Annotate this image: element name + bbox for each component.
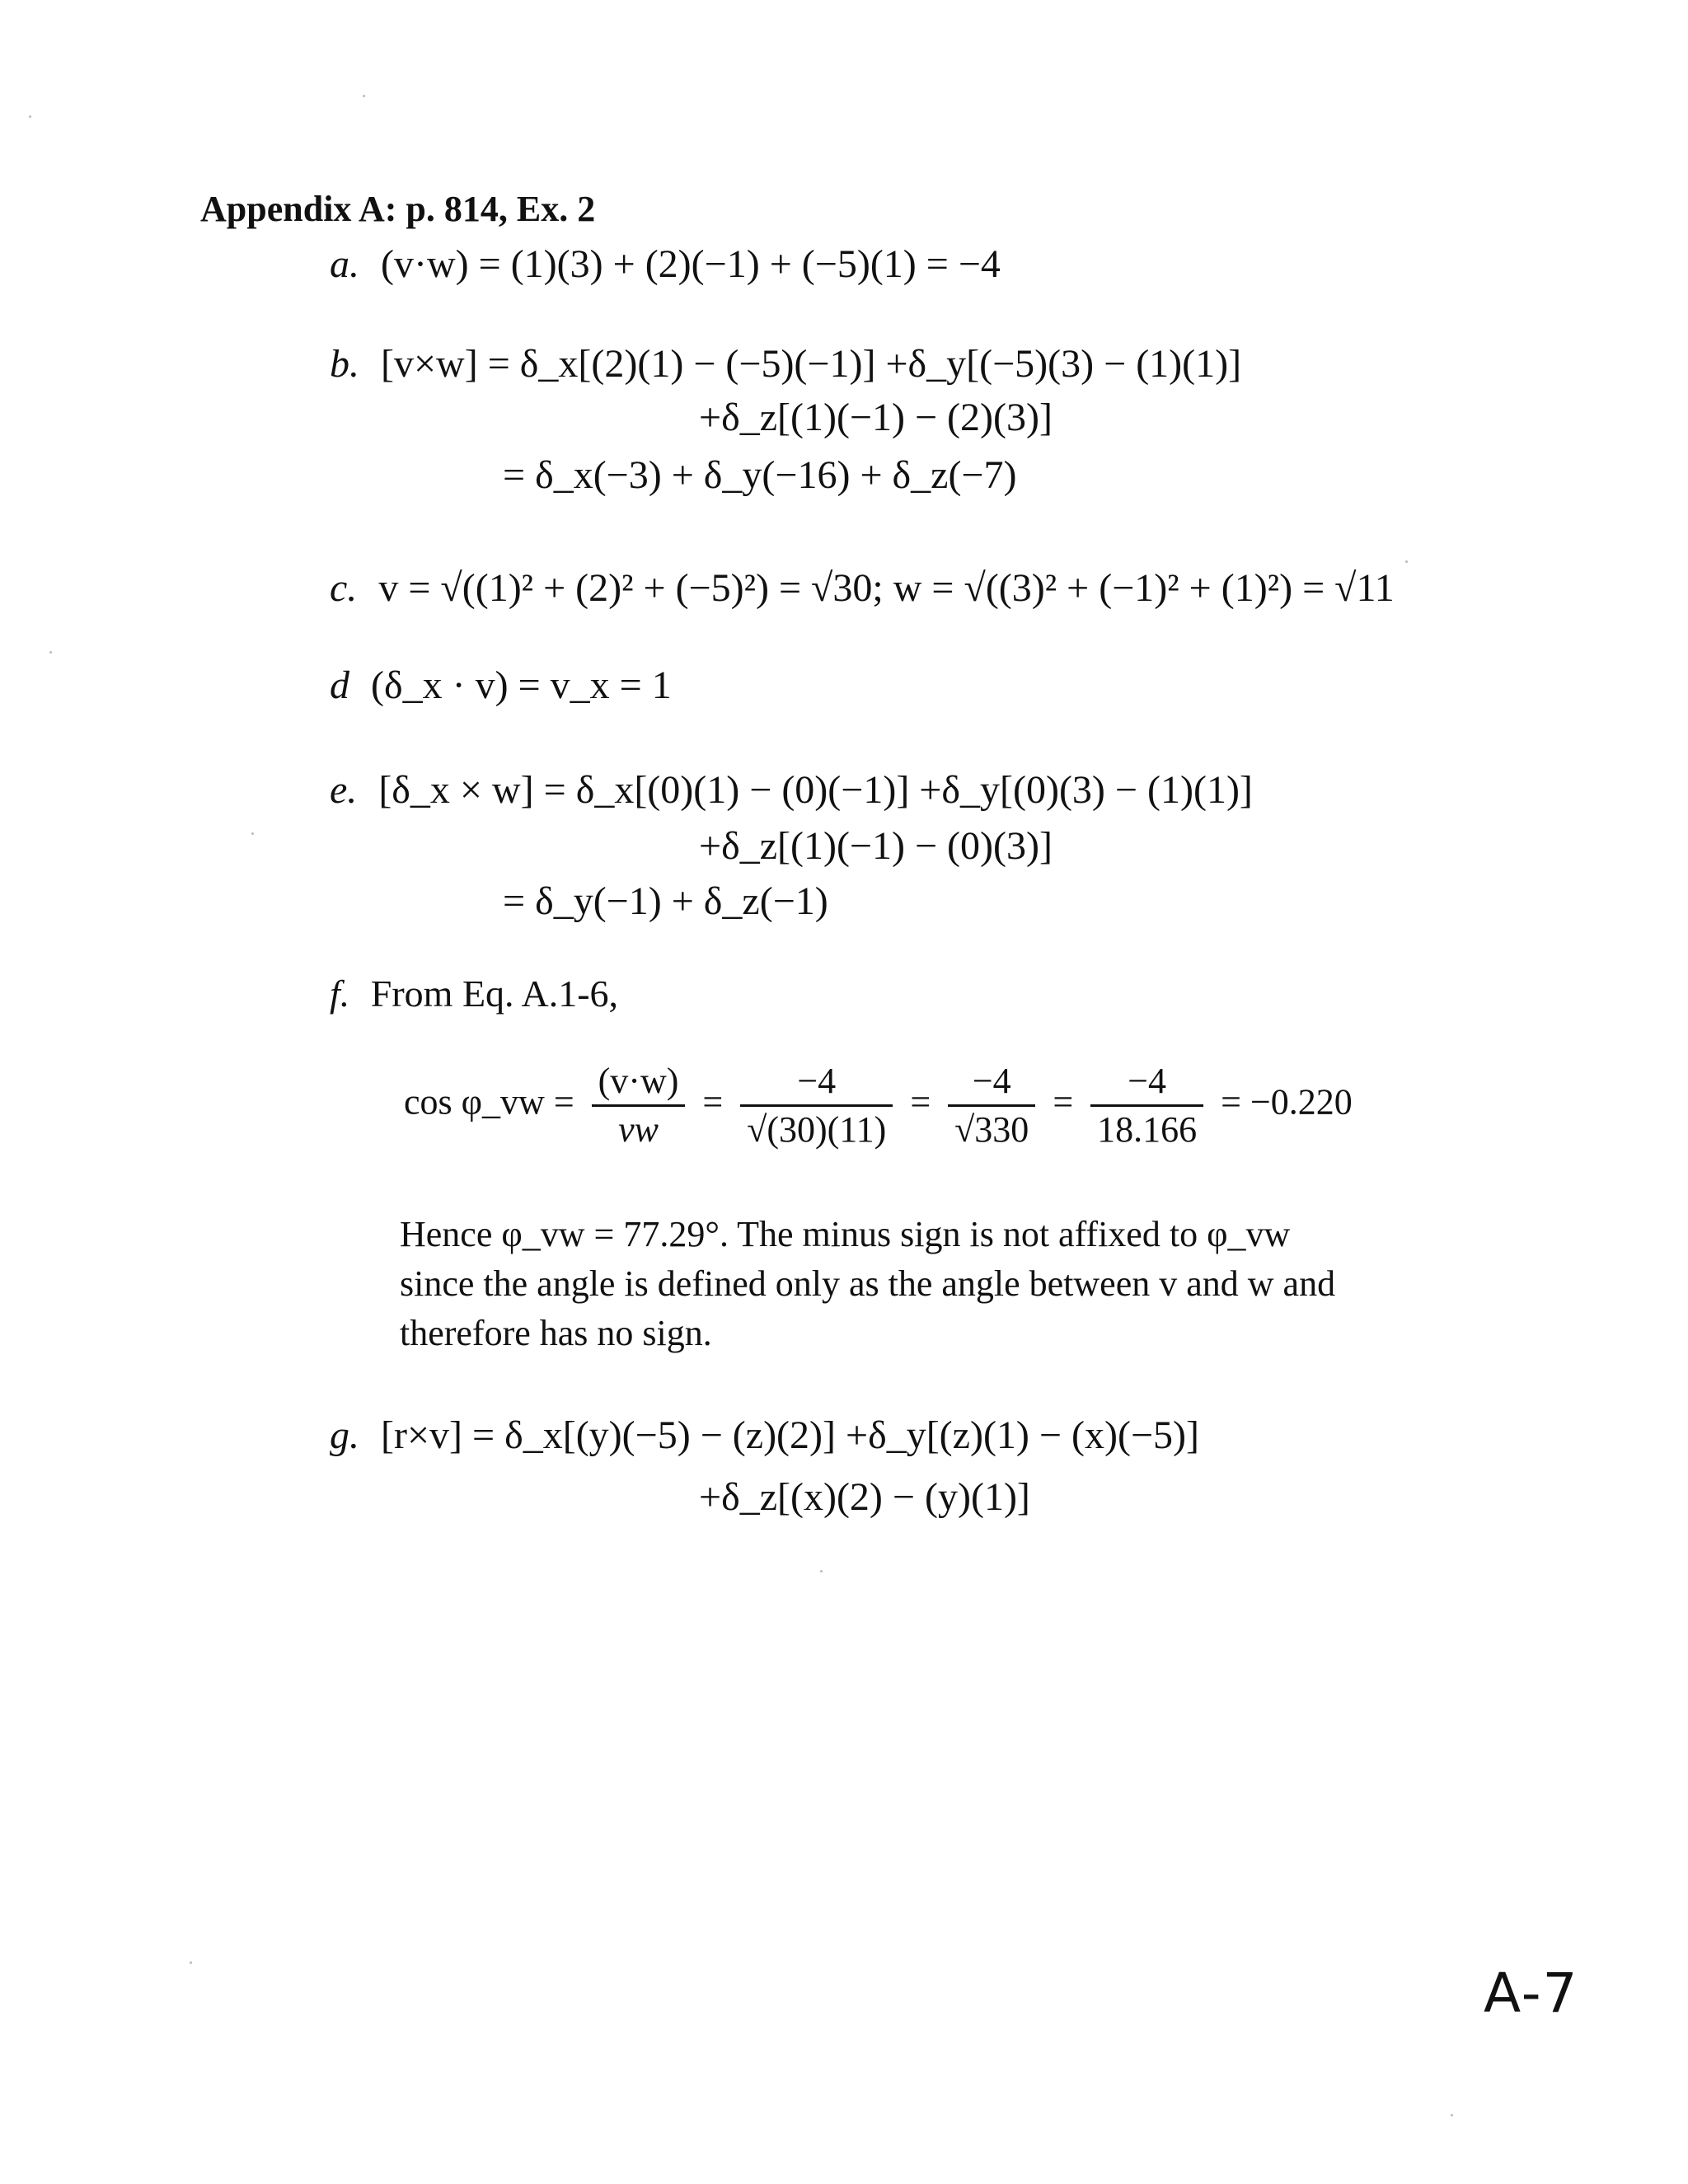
item-c-equation: v = √((1)² + (2)² + (−5)²) = √30; w = √((3)² + (−1)² + (1)²) = √11 xyxy=(378,566,1395,610)
item-b-line1 xyxy=(330,344,1241,384)
fraction-2 xyxy=(740,1063,893,1148)
scan-speck xyxy=(363,95,365,97)
equals-sign: = xyxy=(702,1081,724,1122)
scan-speck xyxy=(29,115,31,118)
fraction-2-denominator: √(30)(11) xyxy=(747,1109,887,1150)
item-b-label: b. xyxy=(330,342,359,386)
item-a xyxy=(330,242,1001,286)
scan-speck xyxy=(1451,2114,1453,2116)
fraction-1 xyxy=(592,1063,686,1148)
item-e-line1 xyxy=(330,768,1253,812)
item-f-paragraph xyxy=(400,1210,1372,1358)
item-e-line2 xyxy=(699,824,1053,868)
scan-speck xyxy=(251,832,254,835)
item-a-label: a. xyxy=(330,242,359,286)
item-e-equation-line2: +δ_z[(1)(−1) − (0)(3)] xyxy=(699,824,1053,868)
fraction-1-numerator: (v·w) xyxy=(592,1063,686,1107)
fraction-4-numerator: −4 xyxy=(1090,1063,1203,1107)
fraction-3 xyxy=(948,1063,1035,1148)
fraction-1-denominator: vw xyxy=(618,1109,659,1150)
page-number xyxy=(1484,1961,1579,2025)
scan-speck xyxy=(49,651,52,654)
item-b-equation-line3: = δ_x(−3) + δ_y(−16) + δ_z(−7) xyxy=(503,453,1017,497)
item-c-label: c. xyxy=(330,566,358,610)
item-f-label: f. xyxy=(330,972,350,1015)
item-e-label: e. xyxy=(330,768,358,812)
item-g-line2 xyxy=(699,1475,1030,1519)
item-d xyxy=(330,663,672,707)
item-c xyxy=(330,566,1395,610)
fraction-4 xyxy=(1090,1063,1203,1148)
item-b-equation-line1: [v×w] = δ_x[(2)(1) − (−5)(−1)] +δ_y[(−5)(3) − (1)(1)] xyxy=(381,342,1242,386)
item-b-line3 xyxy=(503,453,1017,497)
heading-text: Appendix A: p. 814, Ex. 2 xyxy=(200,189,596,229)
item-e-equation-line1: [δ_x × w] = δ_x[(0)(1) − (0)(−1)] +δ_y[(0)(3) − (1)(1)] xyxy=(378,768,1253,812)
equals-sign: = xyxy=(1053,1081,1074,1122)
item-g-line1 xyxy=(330,1413,1199,1457)
fraction-2-numerator: −4 xyxy=(740,1063,893,1107)
fraction-3-denominator: √330 xyxy=(954,1109,1029,1150)
item-d-equation: (δ_x · v) = v_x = 1 xyxy=(371,663,672,707)
item-d-label: d xyxy=(330,663,349,707)
item-e-line3 xyxy=(503,879,828,923)
scan-speck xyxy=(820,1570,823,1572)
item-g-label: g. xyxy=(330,1413,359,1457)
item-f-intro xyxy=(330,972,619,1015)
item-f-paragraph-text: Hence φ_vw = 77.29°. The minus sign is not affixed to φ_vw since the angle is defined only as the angle between v and w and therefore has no sign. xyxy=(400,1214,1336,1353)
item-f-equation xyxy=(404,1063,1353,1148)
page-heading xyxy=(200,188,595,230)
item-a-equation: (v·w) = (1)(3) + (2)(−1) + (−5)(1) = −4 xyxy=(381,242,1001,286)
scan-speck xyxy=(190,1961,192,1964)
cos-phi-lhs: cos φ_vw = xyxy=(404,1081,574,1122)
item-e-equation-line3: = δ_y(−1) + δ_z(−1) xyxy=(503,879,828,923)
item-b-line2 xyxy=(699,398,1053,438)
scan-speck xyxy=(1405,560,1408,563)
item-b-equation-line2: +δ_z[(1)(−1) − (2)(3)] xyxy=(699,396,1053,439)
fraction-3-numerator: −4 xyxy=(948,1063,1035,1107)
item-g-equation-line2: +δ_z[(x)(2) − (y)(1)] xyxy=(699,1475,1030,1519)
fraction-4-denominator: 18.166 xyxy=(1097,1109,1198,1150)
item-f-intro-text: From Eq. A.1-6, xyxy=(370,972,619,1015)
item-g-equation-line1: [r×v] = δ_x[(y)(−5) − (z)(2)] +δ_y[(z)(1) − (x)(−5)] xyxy=(381,1413,1199,1457)
equals-sign: = xyxy=(910,1081,931,1122)
cos-phi-result: = −0.220 xyxy=(1221,1081,1353,1122)
page-number-text: A-7 xyxy=(1484,1961,1579,2025)
